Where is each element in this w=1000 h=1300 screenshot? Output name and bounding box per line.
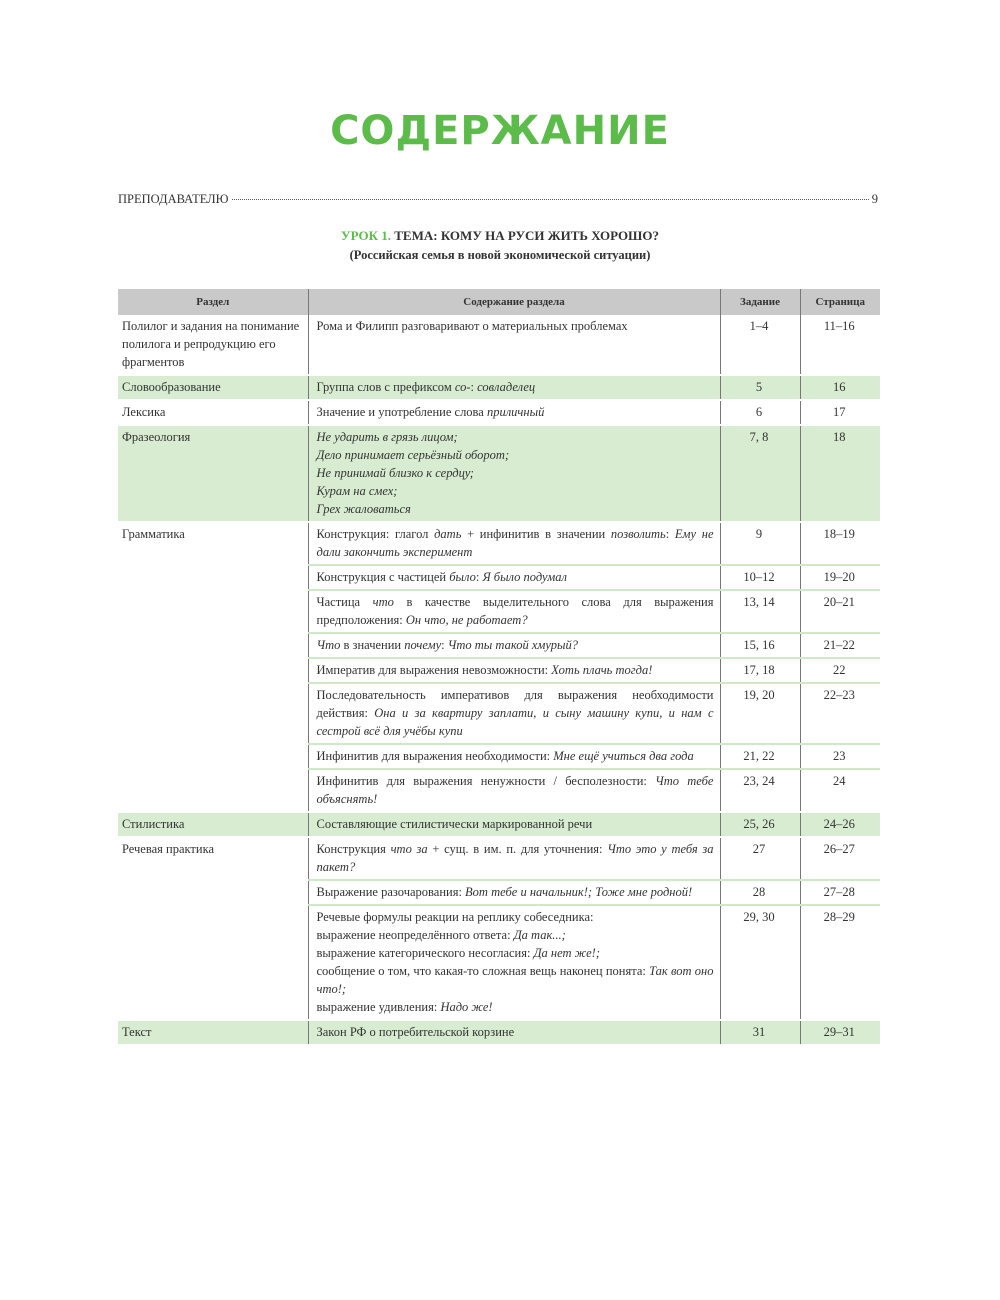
example-text: Что (316, 638, 341, 652)
header-content: Содержание раздела (308, 289, 720, 315)
task-cell: 21, 22 (720, 744, 800, 769)
table-row (118, 315, 880, 375)
section-cell: Полилог и задания на понимание полилога и репродукцию его фрагментов (118, 315, 308, 375)
example-text: Не принимай близко к сердцу; (316, 466, 474, 480)
page-cell[interactable]: 11–16 (823, 319, 855, 333)
content-cell (308, 522, 720, 565)
content-text: в значении (340, 638, 405, 652)
page-cell[interactable]: 18–19 (800, 522, 880, 565)
content-text: : (665, 527, 675, 541)
content-cell (308, 315, 720, 375)
content-cell (308, 837, 720, 880)
task-cell: 13, 14 (720, 590, 800, 633)
content-cell (308, 400, 720, 425)
example-text: Что это у тебя за пакет? (316, 842, 714, 874)
example-text: приличный (486, 405, 545, 419)
page-cell[interactable]: 29–31 (800, 1020, 880, 1044)
section-cell: Речевая практика (118, 837, 308, 1020)
page-title: СОДЕРЖАНИЕ (330, 108, 670, 154)
content-text: Инфинитив для выражения необходимости: (316, 749, 554, 763)
example-text: Что ты такой хмурый? (447, 638, 578, 652)
content-text: Конструкция с частицей (316, 570, 450, 584)
task-cell: 15, 16 (720, 633, 800, 658)
task-cell: 6 (720, 400, 800, 425)
content-cell (308, 812, 720, 837)
content-text: : (441, 638, 448, 652)
section-cell: Лексика (118, 400, 308, 425)
content-text: Закон РФ о потребительской корзине (316, 1025, 515, 1039)
table-row (118, 375, 880, 400)
content-text: Выражение разочарования: (316, 885, 466, 899)
page-cell[interactable]: 20–21 (800, 590, 880, 633)
table-row (118, 1020, 880, 1044)
content-text: выражение неопределённого ответа: (316, 928, 514, 942)
example-text: со- (454, 380, 471, 394)
table-row (118, 400, 880, 425)
header-page: Страница (800, 289, 880, 315)
table-row (118, 425, 880, 522)
content-cell (308, 769, 720, 812)
table-row (118, 522, 880, 565)
example-text: Не ударить в грязь лицом; (316, 430, 458, 444)
task-cell: 17, 18 (720, 658, 800, 683)
task-cell: 7, 8 (720, 425, 800, 522)
content-text: Конструкция: глагол (316, 527, 435, 541)
example-text: почему (404, 638, 442, 652)
content-cell (308, 683, 720, 744)
example-text: было (449, 570, 476, 584)
content-text: Инфинитив для выражения ненужности / бесполезности: (316, 774, 656, 788)
example-text: дать (434, 527, 462, 541)
page-cell[interactable]: 17 (800, 400, 880, 425)
task-cell: 23, 24 (720, 769, 800, 812)
content-text: + инфинитив в значении (461, 527, 611, 541)
content-text: Императив для выражения невозможности: (316, 663, 552, 677)
example-text: Хоть плачь тогда! (551, 663, 653, 677)
example-text: Надо же! (440, 1000, 493, 1014)
content-text: сообщение о том, что какая-то сложная вещь наконец понята: (316, 964, 650, 978)
section-cell: Текст (118, 1020, 308, 1044)
page-cell[interactable]: 22–23 (800, 683, 880, 744)
example-text: Так вот оно что!; (316, 964, 714, 996)
lesson-subtitle: (Российская семья в новой экономической ситуации) (349, 248, 651, 262)
example-text: Да нет же!; (533, 946, 600, 960)
content-text: : (475, 570, 483, 584)
example-text: Она и за квартиру заплати, и сыну машину купи, и нам с сестрой всё для учёбы купи (316, 706, 714, 738)
page-cell[interactable]: 22 (800, 658, 880, 683)
content-text: Значение и употребление слова (316, 405, 487, 419)
lesson-topic: ТЕМА: КОМУ НА РУСИ ЖИТЬ ХОРОШО? (394, 228, 659, 243)
example-text: Курам на смех; (316, 484, 398, 498)
content-cell (308, 633, 720, 658)
example-text: что (372, 595, 394, 609)
content-cell (308, 880, 720, 905)
table-row (118, 837, 880, 880)
content-text: Частица (316, 595, 373, 609)
header-task: Задание (720, 289, 800, 315)
task-cell: 9 (720, 522, 800, 565)
example-text: что за (390, 842, 428, 856)
content-text: Последовательность императивов для выражения необходимости действия: (316, 688, 714, 720)
content-text: Рома и Филипп разговаривают о материальных проблемах (316, 319, 628, 333)
page-cell[interactable]: 21–22 (800, 633, 880, 658)
section-cell: Фразеология (118, 425, 308, 522)
example-text: Грех жаловаться (316, 502, 411, 516)
content-cell (308, 565, 720, 590)
example-text: Ему не дали закончить эксперимент (316, 527, 714, 559)
task-cell: 27 (720, 837, 800, 880)
table-row (118, 812, 880, 837)
header-section: Раздел (118, 289, 308, 315)
lesson-heading (0, 228, 1000, 263)
content-text: выражение удивления: (316, 1000, 441, 1014)
section-cell: Грамматика (118, 522, 308, 812)
example-text: Я было подумал (482, 570, 567, 584)
content-text: Группа слов с префиксом (316, 380, 455, 394)
content-cell (308, 905, 720, 1020)
content-text: выражение категорического несогласия: (316, 946, 534, 960)
content-text: Конструкция (316, 842, 391, 856)
content-text: + сущ. в им. п. для уточнения: (427, 842, 608, 856)
page-cell[interactable]: 24–26 (800, 812, 880, 837)
example-text: Что тебе объяснять! (316, 774, 714, 806)
task-cell: 25, 26 (720, 812, 800, 837)
contents-table (118, 289, 880, 1044)
section-cell: Словообразование (118, 375, 308, 400)
task-cell: 31 (720, 1020, 800, 1044)
toc-entry-label: ПРЕПОДАВАТЕЛЮ (118, 192, 229, 206)
content-text: в качестве выделительного слова для выражения предположения: (316, 595, 714, 627)
table-header (118, 289, 880, 315)
page-cell[interactable]: 24 (800, 769, 880, 812)
page-cell[interactable]: 16 (800, 375, 880, 400)
task-cell: 29, 30 (720, 905, 800, 1020)
example-text: Да так...; (513, 928, 566, 942)
page-cell[interactable]: 19–20 (800, 565, 880, 590)
page-cell[interactable]: 28–29 (800, 905, 880, 1020)
example-text: совладелец (477, 380, 536, 394)
content-text: : (470, 380, 478, 394)
content-cell (308, 425, 720, 522)
example-text: Мне ещё учиться два года (553, 749, 694, 763)
section-cell: Стилистика (118, 812, 308, 837)
content-cell (308, 590, 720, 633)
page-cell[interactable]: 23 (800, 744, 880, 769)
page-cell[interactable]: 27–28 (800, 880, 880, 905)
toc-entry-page: 9 (871, 192, 878, 206)
task-cell: 28 (720, 880, 800, 905)
content-text: Составляющие стилистически маркированной речи (316, 817, 593, 831)
task-cell: 5 (720, 375, 800, 400)
toc-entry-teacher[interactable] (118, 192, 878, 207)
lesson-number: УРОК 1. (341, 228, 391, 243)
content-cell (308, 658, 720, 683)
toc-leader-dots (232, 199, 869, 200)
task-cell: 1–4 (720, 315, 800, 375)
example-text: позволить (610, 527, 666, 541)
example-text: Вот тебе и начальник!; Тоже мне родной! (465, 885, 693, 899)
content-cell (308, 744, 720, 769)
example-text: Дело принимает серьёзный оборот; (316, 448, 510, 462)
page-cell[interactable]: 26–27 (800, 837, 880, 880)
task-cell: 19, 20 (720, 683, 800, 744)
task-cell: 10–12 (720, 565, 800, 590)
content-cell (308, 375, 720, 400)
content-text: Речевые формулы реакции на реплику собеседника: (316, 910, 594, 924)
example-text: Он что, не работает? (405, 613, 528, 627)
page-cell[interactable]: 18 (800, 425, 880, 522)
content-cell (308, 1020, 720, 1044)
